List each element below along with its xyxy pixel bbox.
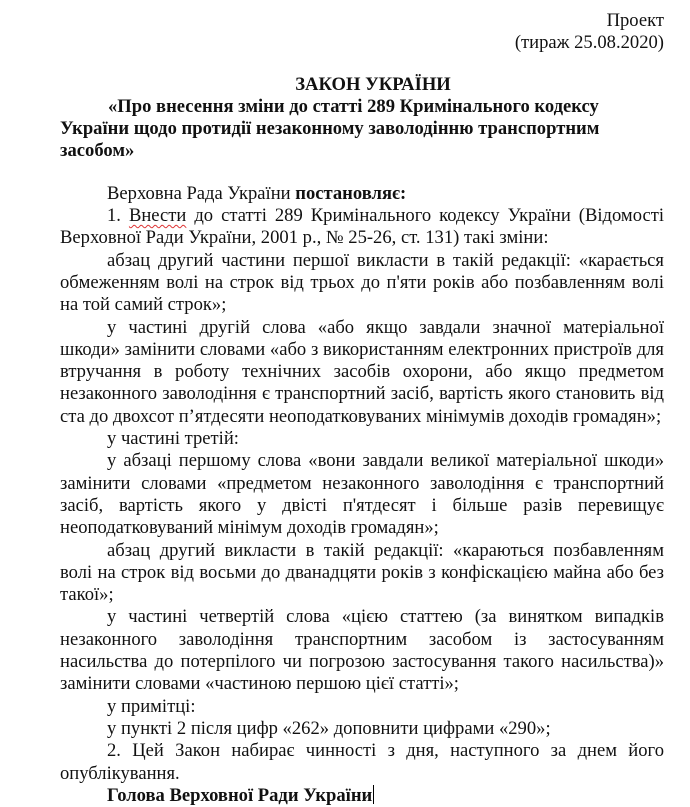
signature-text: Голова Верховної Ради України bbox=[107, 784, 373, 806]
preamble-text: Верховна Рада України bbox=[107, 182, 296, 204]
paragraph: абзац другий викласти в такій редакції: «караються позбавленням волі на строк від восьми до дванадцяти років з конфіскацією майна або без такої»; bbox=[60, 539, 664, 606]
paragraph: у примітці: bbox=[107, 695, 196, 717]
law-heading: ЗАКОН УКРАЇНИ bbox=[295, 73, 451, 95]
item-1-prefix: 1. bbox=[107, 205, 129, 227]
signature-line[interactable] bbox=[60, 785, 664, 807]
item-1-text: до статті 289 Кримінального кодексу України (Відомості Верховної Ради України, 2001 р., № 25-26, ст. 131) такі зміни: bbox=[60, 205, 664, 249]
paragraph: у абзаці першому слова «вони завдали великої матеріальної шкоди» замінити словами «предметом незаконного заволодіння є транспортний засіб, вартість якого у двісті п'ятдесят і більше разів перевищує неоподатковуваний мінімум доходів громадян»; bbox=[60, 450, 664, 539]
preamble-bold: постановляє: bbox=[295, 182, 407, 204]
paragraph: у частині четвертій слова «цією статтею (за винятком випадків незаконного заволодіння транспортним засобом із застосуванням насильства до потерпілого чи погрозою застосування такого насильства)» замінити словами «частиною першою цієї статті»; bbox=[60, 606, 664, 695]
spellcheck-flagged-word[interactable]: Внести bbox=[128, 205, 187, 227]
draft-date: (тираж 25.08.2020) bbox=[514, 32, 664, 54]
text-cursor bbox=[373, 785, 374, 804]
paragraph: у пункті 2 після цифр «262» доповнити цифрами «290»; bbox=[107, 717, 551, 739]
document-page[interactable] bbox=[60, 10, 664, 807]
law-subtitle: «Про внесення зміни до статті 289 Кримінального кодексу України щодо протидії незаконному заволодінню транспортним засобом» bbox=[60, 95, 600, 162]
item-2: 2. Цей Закон набирає чинності з дня, наступного за днем його опублікування. bbox=[60, 740, 664, 784]
paragraph: у частині третій: bbox=[107, 428, 239, 450]
project-label: Проект bbox=[606, 10, 664, 31]
preamble bbox=[60, 183, 664, 205]
title-block bbox=[60, 74, 664, 163]
paragraph: абзац другий частини першої викласти в такій редакції: «карається обмеженням волі на строк від трьох до п'яти років або позбавленням волі на той самий строк»; bbox=[60, 249, 664, 316]
paragraph: у частині другій слова «або якщо завдали значної матеріальної шкоди» замінити словами «або з використанням електронних пристроїв для втручання в роботу технічних засобів охорони, або якщо предметом незаконного заволодіння є транспортний засіб, вартість якого становить від ста до двохсот п’ятдесяти неоподатковуваних мінімумів доходів громадян»; bbox=[60, 316, 664, 427]
item-1 bbox=[60, 205, 664, 250]
